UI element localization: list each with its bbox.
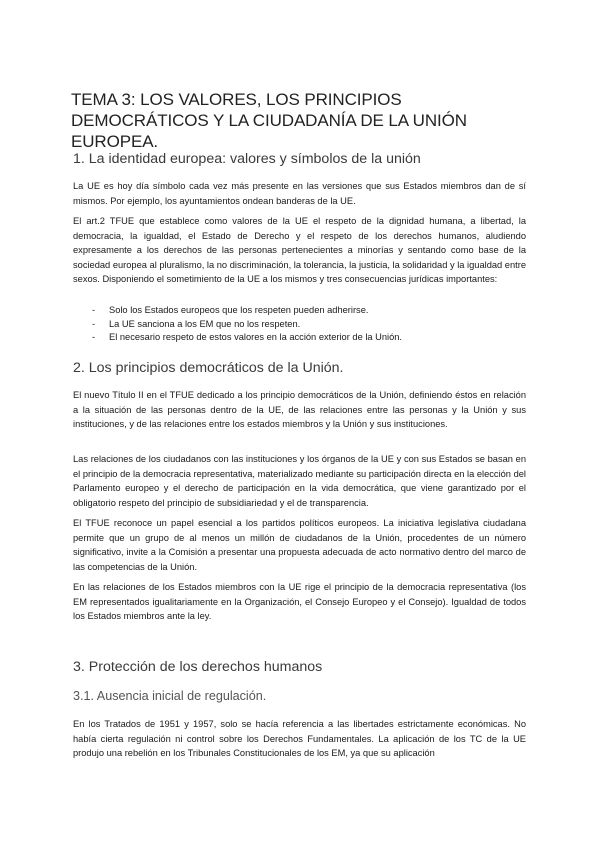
list-item: - El necesario respeto de estos valores en la acción exterior de la Unión. [92,332,403,342]
section-2-paragraph-3: El TFUE reconoce un papel esencial a los partidos políticos europeos. La iniciativa legislativa ciudadana permite que un grupo de al menos un millón de ciudadanos de la Unión, procedentes de un número significativo, invite a la Comisión a presentar una propuesta adecuada de acto normativo dentro del marco de las competencias de la Unión. [73,518,526,572]
section-2-heading: 2. Los principios democráticos de la Unión. [73,360,344,376]
section-3-heading: 3. Protección de los derechos humanos [73,659,323,675]
section-3-paragraph-1: En los Tratados de 1951 y 1957, solo se hacía referencia a las libertades estrictamente económicas. No había cierta regulación ni control sobre los Derechos Fundamentales. La aplicación de los TC de la UE produjo una rebelión en los Tribunales Constitucionales de los EM, ya que su aplicación [73,719,526,758]
list-item: - Solo los Estados europeos que los respeten pueden adherirse. [92,305,369,315]
section-1-heading: 1. La identidad europea: valores y símbolos de la unión [73,151,421,167]
list-item: - La UE sanciona a los EM que no los respeten. [92,318,301,329]
section-1-bullet-list [73,304,526,345]
section-1-paragraph-2: El art.2 TFUE que establece como valores de la UE el respeto de la dignidad humana, a libertad, la democracia, la igualdad, el Estado de Derecho y el respeto de los derechos humanos, aludiendo expresamente a los derechos de las personas pertenecientes a minorías y sentando como base de la sociedad europea al pluralismo, la no discriminación, la tolerancia, la justicia, la solidaridad y la igualdad entre sexos. Disponiendo el sometimiento de la UE a los mismos y tres consecuencias jurídicas importantes: [73,216,526,284]
section-2-paragraph-4: En las relaciones de los Estados miembros con la UE rige el principio de la democracia representativa (los EM representados igualitariamente en la Organización, el Consejo Europeo y el Consejo). Igualdad de todos los Estados miembros ante la ley. [73,582,526,621]
section-1-paragraph-1: La UE es hoy día símbolo cada vez más presente en las versiones que sus Estados miembros dan de sí mismos. Por ejemplo, los ayuntamientos ondean banderas de la UE. [73,181,526,206]
page-title: TEMA 3: LOS VALORES, LOS PRINCIPIOS DEMOCRÁTICOS Y LA CIUDADANÍA DE LA UNIÓN EUROPEA. [71,90,467,151]
section-3-1-subheading: 3.1. Ausencia inicial de regulación. [73,689,267,703]
section-2-paragraph-2: Las relaciones de los ciudadanos con las instituciones y los órganos de la UE y con sus Estados se basan en el principio de la democracia representativa, materializado mediante su participación directa en la elección del Parlamento europeo y el derecho de participación en la vida democrática, que viene garantizado por el obligatorio respeto del principio de subsidiariedad y el de transparencia. [73,454,526,508]
section-2-paragraph-1: El nuevo Título II en el TFUE dedicado a los principio democráticos de la Unión, definiendo éstos en relación a la situación de las personas dentro de la UE, de las relaciones entre las personas y la Unión y sus instituciones, y de las relaciones entre los estados miembros y la Unión y sus instituciones. [73,390,526,429]
